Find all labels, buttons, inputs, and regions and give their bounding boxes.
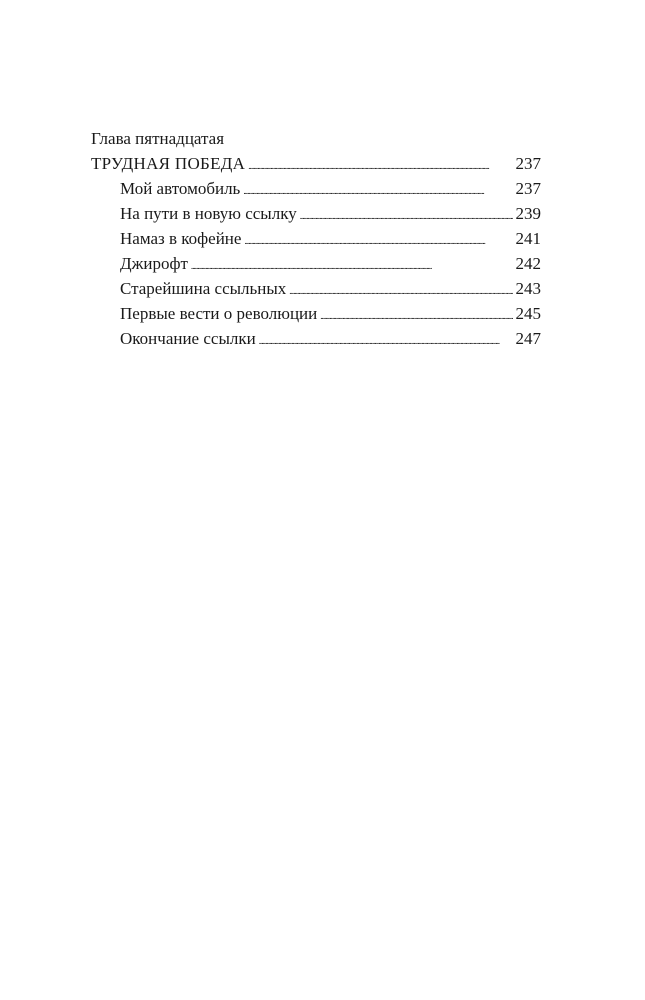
page-number: 237 xyxy=(515,179,541,198)
dot-leader xyxy=(289,276,512,304)
page-number: 245 xyxy=(515,304,541,323)
toc-entry-chapter-title xyxy=(91,151,541,176)
table-of-contents xyxy=(91,127,541,351)
entry-title: Мой автомобиль xyxy=(120,179,241,198)
toc-entry xyxy=(91,201,541,226)
dot-leader xyxy=(320,301,512,329)
toc-entry xyxy=(91,301,541,326)
page-number: 242 xyxy=(515,254,541,273)
toc-entry xyxy=(91,176,541,201)
toc-entry xyxy=(91,226,541,251)
page-number: 241 xyxy=(515,229,541,248)
entry-title: Окончание ссылки xyxy=(120,329,256,348)
entry-title: Первые вести о революции xyxy=(120,304,318,323)
dot-leader xyxy=(244,226,512,254)
dot-leader xyxy=(259,326,513,354)
dot-leader xyxy=(243,176,512,204)
toc-entry xyxy=(91,326,541,351)
page-number: 247 xyxy=(515,329,541,348)
dot-leader xyxy=(248,151,512,179)
entry-title: Старейшина ссыльных xyxy=(120,279,287,298)
entry-title: Джирофт xyxy=(120,254,188,273)
dot-leader xyxy=(300,201,513,229)
chapter-label: Глава пятнадцатая xyxy=(91,129,225,148)
dot-leader xyxy=(191,251,513,279)
page-number: 239 xyxy=(515,204,541,223)
chapter-title: ТРУДНАЯ ПОБЕДА xyxy=(91,154,246,173)
toc-entry xyxy=(91,276,541,301)
page-number: 237 xyxy=(515,154,541,173)
entry-title: Намаз в кофейне xyxy=(120,229,242,248)
page-number: 243 xyxy=(515,279,541,298)
entry-title: На пути в новую ссылку xyxy=(120,204,297,223)
toc-entry xyxy=(91,251,541,276)
